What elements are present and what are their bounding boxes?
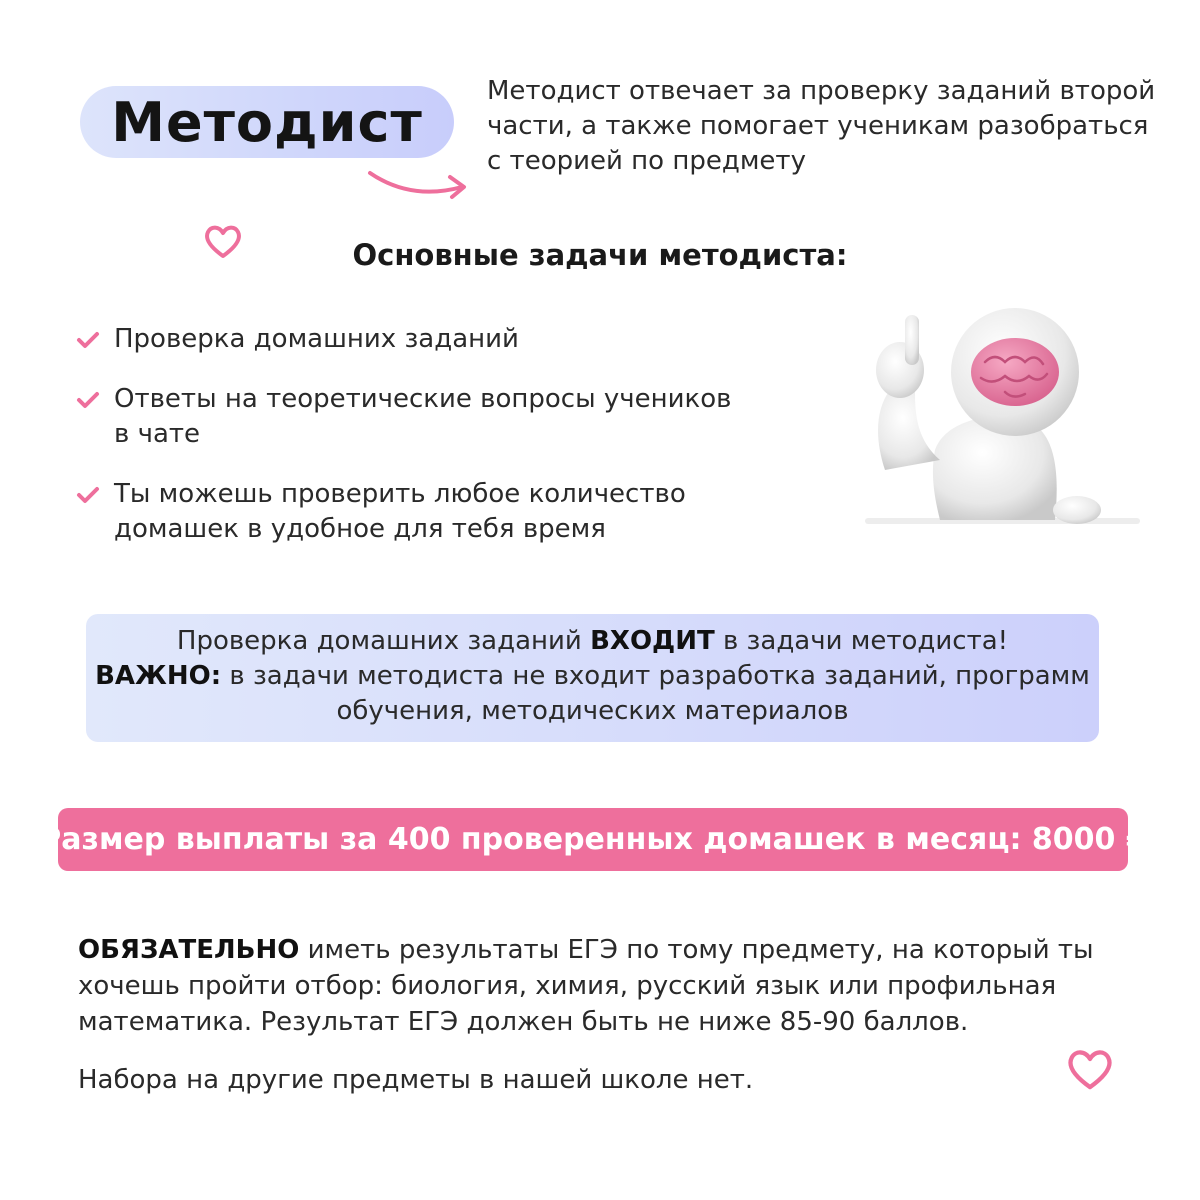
intro-line: с теорией по предмету bbox=[487, 146, 806, 176]
info-text: в задачи методиста не входит разработка заданий, программ bbox=[221, 661, 1090, 691]
requirements-fragment: иметь результаты ЕГЭ по тому предмету, на который ты bbox=[299, 935, 1094, 965]
info-line bbox=[86, 659, 1099, 694]
title-badge bbox=[80, 86, 454, 158]
requirements-line: хочешь пройти отбор: биология, химия, русский язык или профильная bbox=[78, 971, 1057, 1001]
check-icon bbox=[76, 485, 100, 505]
info-box bbox=[86, 614, 1099, 742]
arrow-icon bbox=[366, 163, 470, 203]
list-item-text bbox=[114, 477, 686, 547]
info-text: Проверка домашних заданий bbox=[176, 626, 591, 656]
requirements-text bbox=[78, 932, 1094, 1040]
payment-banner bbox=[39, 808, 1147, 871]
list-item-line: Ответы на теоретические вопросы учеников bbox=[114, 384, 732, 414]
requirements-emphasis: ОБЯЗАТЕЛЬНО bbox=[78, 935, 300, 965]
payment-text: Размер выплаты за 400 проверенных домашек в месяц: 8000 ₽ bbox=[39, 822, 1147, 857]
list-item-line: Ты можешь проверить любое количество bbox=[114, 479, 686, 509]
check-icon bbox=[76, 390, 100, 410]
heart-icon bbox=[1065, 1048, 1115, 1092]
check-icon bbox=[76, 330, 100, 350]
info-text: в задачи методиста! bbox=[714, 626, 1009, 656]
info-emphasis: ВХОДИТ bbox=[590, 626, 715, 656]
thinking-figure-brain-illustration bbox=[845, 300, 1145, 540]
page-title: Методист bbox=[111, 90, 423, 154]
intro-line: Методист отвечает за проверку заданий второй bbox=[487, 76, 1156, 106]
info-line bbox=[86, 624, 1099, 659]
info-line: обучения, методических материалов bbox=[336, 696, 849, 726]
tasks-heading: Основные задачи методиста: bbox=[352, 238, 848, 272]
note-text: Набора на другие предметы в нашей школе нет. bbox=[78, 1065, 754, 1095]
list-item-line: Проверка домашних заданий bbox=[114, 324, 519, 354]
list-item-line: в чате bbox=[114, 419, 201, 449]
important-label: ВАЖНО: bbox=[95, 661, 222, 691]
requirements-line: математика. Результат ЕГЭ должен быть не ниже 85-90 баллов. bbox=[78, 1007, 969, 1037]
list-item-text bbox=[114, 322, 519, 357]
list-item-text bbox=[114, 382, 731, 452]
requirements-line bbox=[78, 932, 1094, 968]
list-item-line: домашек в удобное для тебя время bbox=[114, 514, 606, 544]
intro-text bbox=[487, 74, 1167, 179]
intro-line: части, а также помогает ученикам разобраться bbox=[487, 111, 1149, 141]
